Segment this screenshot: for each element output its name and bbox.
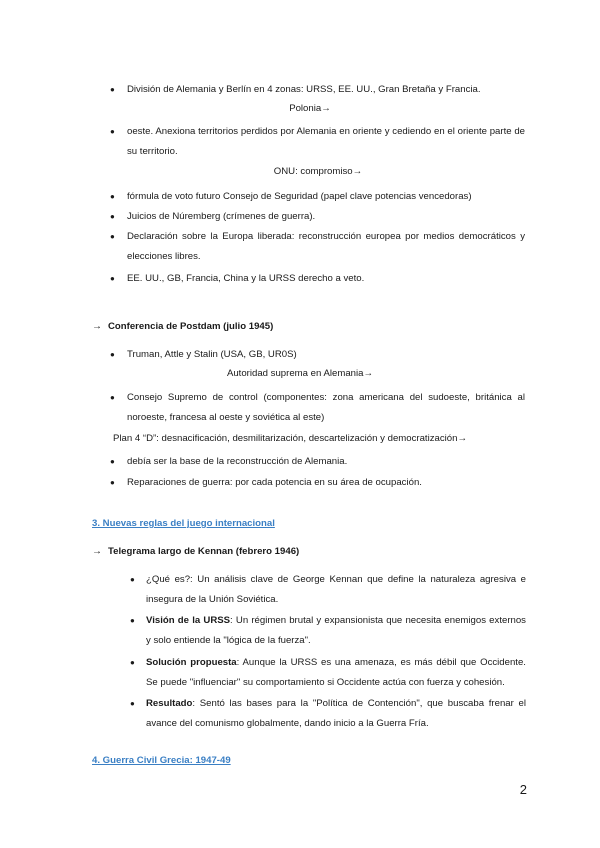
bullet-icon: ● — [110, 192, 115, 201]
bullet-icon: ● — [130, 616, 135, 625]
bullet-icon: ● — [110, 212, 115, 221]
section-3-heading[interactable]: 3. Nuevas reglas del juego internacional — [92, 518, 275, 529]
bullet-icon: ● — [130, 575, 135, 584]
bullet-icon: ● — [110, 457, 115, 466]
bullet-text — [146, 694, 526, 734]
bullet-body: : Sentó las bases para la "Política de Contención", que buscaba frenar el avance del comunismo globalmente, dando inicio a la Guerra Fría. — [146, 698, 526, 729]
centered-note: Autoridad suprema en Alemania→ — [226, 368, 374, 379]
bullet-label: Visión de la URSS — [146, 615, 231, 626]
bullet-text: División de Alemania y Berlín en 4 zonas: URSS, EE. UU., Gran Bretaña y Francia. — [127, 84, 481, 95]
arrow-icon: → — [92, 546, 102, 557]
bullet-text — [146, 653, 526, 693]
page-number: 2 — [519, 782, 527, 797]
bullet-icon: ● — [130, 658, 135, 667]
bullet-text: Truman, Attle y Stalin (USA, GB, UR0S) — [127, 349, 297, 360]
bullet-icon: ● — [130, 699, 135, 708]
bullet-icon: ● — [110, 232, 115, 241]
bullet-icon: ● — [110, 85, 115, 94]
bullet-icon: ● — [110, 478, 115, 487]
bullet-text: Declaración sobre la Europa liberada: reconstrucción europea por medios democráticos y elecciones libres. — [127, 231, 525, 262]
arrow-icon: → — [92, 321, 102, 332]
bullet-text: oeste. Anexiona territorios perdidos por Alemania en oriente y cediendo en el oriente parte de su territorio. — [127, 126, 525, 157]
bullet-text: ¿Qué es?: Un análisis clave de George Kennan que define la naturaleza agresiva e insegura de la Unión Soviética. — [146, 574, 526, 605]
bullet-text: debía ser la base de la reconstrucción de Alemania. — [127, 456, 348, 467]
bullet-text: Consejo Supremo de control (componentes: zona americana del sudoeste, británica al noroeste, francesa al oeste y soviética al este) — [127, 392, 525, 423]
kennan-heading: Telegrama largo de Kennan (febrero 1946) — [108, 546, 300, 557]
bullet-body: : Aunque la URSS es una amenaza, es más débil que Occidente. Se puede "influenciar" su comportamiento si Occidente actúa con fuerza y cohesión. — [146, 657, 526, 688]
bullet-label: Resultado — [146, 698, 193, 709]
bullet-label: Solución propuesta — [146, 657, 237, 668]
bullet-text: fórmula de voto futuro Consejo de Seguridad (papel clave potencias vencedoras) — [127, 191, 472, 202]
bullet-text: Juicios de Núremberg (crímenes de guerra). — [127, 211, 316, 222]
plan4-note: Plan 4 “D”: desnacificación, desmilitarización, descartelización y democratización→ — [113, 433, 468, 444]
bullet-body: : Un régimen brutal y expansionista que necesita enemigos externos y solo entiende la "lógica de la fuerza". — [146, 615, 526, 646]
bullet-icon: ● — [110, 127, 115, 136]
centered-note: ONU: compromiso→ — [273, 166, 363, 177]
centered-note: Polonia→ — [289, 103, 331, 114]
bullet-icon: ● — [110, 393, 115, 402]
postdam-heading: Conferencia de Postdam (julio 1945) — [108, 321, 274, 332]
bullet-icon: ● — [110, 274, 115, 283]
bullet-text: EE. UU., GB, Francia, China y la URSS derecho a veto. — [127, 273, 365, 284]
bullet-text: Reparaciones de guerra: por cada potencia en su área de ocupación. — [127, 477, 422, 488]
section-4-heading[interactable]: 4. Guerra Civil Grecia: 1947-49 — [92, 755, 231, 766]
bullet-text — [146, 611, 526, 651]
bullet-icon: ● — [110, 350, 115, 359]
